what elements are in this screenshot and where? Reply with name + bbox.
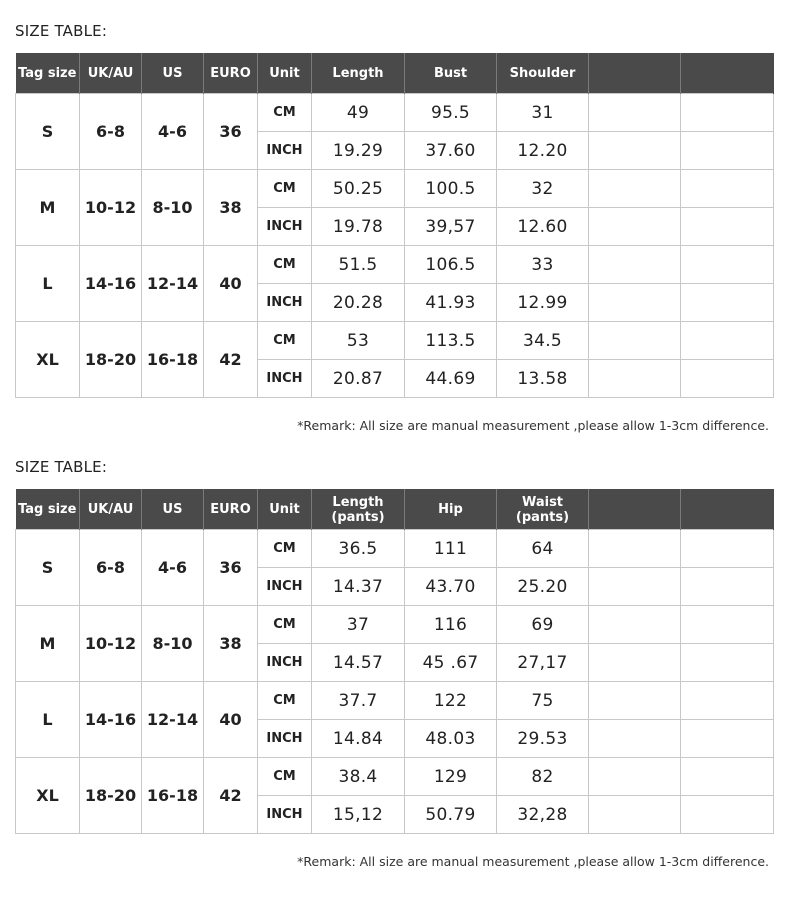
value-cell: 25.20: [497, 568, 589, 606]
empty-cell: [589, 322, 681, 360]
unit-cell: INCH: [258, 360, 312, 398]
empty-cell: [589, 644, 681, 682]
value-cell: 45 .67: [405, 644, 497, 682]
unit-cell: INCH: [258, 208, 312, 246]
col-header-unit: Unit: [258, 490, 312, 530]
empty-cell: [589, 758, 681, 796]
empty-cell: [681, 94, 774, 132]
tag-size-cell: M: [16, 170, 80, 246]
value-cell: 15,12: [312, 796, 405, 834]
empty-cell: [681, 132, 774, 170]
empty-cell: [681, 568, 774, 606]
euro-cell: 38: [204, 606, 258, 682]
value-cell: 64: [497, 530, 589, 568]
value-cell: 48.03: [405, 720, 497, 758]
value-cell: 116: [405, 606, 497, 644]
tag-size-cell: S: [16, 530, 80, 606]
value-cell: 19.29: [312, 132, 405, 170]
euro-cell: 36: [204, 94, 258, 170]
empty-cell: [589, 796, 681, 834]
empty-cell: [589, 246, 681, 284]
euro-cell: 40: [204, 246, 258, 322]
value-cell: 37.60: [405, 132, 497, 170]
empty-cell: [589, 606, 681, 644]
empty-cell: [681, 530, 774, 568]
uk-au-cell: 14-16: [80, 682, 142, 758]
col-header-length-pants: Length (pants): [312, 490, 405, 530]
value-cell: 27,17: [497, 644, 589, 682]
unit-cell: CM: [258, 170, 312, 208]
section-title: SIZE TABLE:: [15, 458, 108, 476]
value-cell: 50.25: [312, 170, 405, 208]
unit-cell: INCH: [258, 720, 312, 758]
empty-cell: [589, 170, 681, 208]
value-cell: 50.79: [405, 796, 497, 834]
value-cell: 31: [497, 94, 589, 132]
us-cell: 8-10: [142, 170, 204, 246]
table-row: [16, 246, 774, 284]
empty-cell: [589, 568, 681, 606]
empty-cell: [589, 530, 681, 568]
col-header-uk-au: UK/AU: [80, 490, 142, 530]
table-row: [16, 606, 774, 644]
value-cell: 111: [405, 530, 497, 568]
unit-cell: CM: [258, 682, 312, 720]
value-cell: 82: [497, 758, 589, 796]
tag-size-cell: L: [16, 682, 80, 758]
empty-cell: [681, 170, 774, 208]
us-cell: 12-14: [142, 682, 204, 758]
table-row: [16, 322, 774, 360]
value-cell: 38.4: [312, 758, 405, 796]
empty-cell: [589, 682, 681, 720]
col-header-shoulder: Shoulder: [497, 54, 589, 94]
empty-cell: [681, 758, 774, 796]
value-cell: 29.53: [497, 720, 589, 758]
value-cell: 12.20: [497, 132, 589, 170]
col-header-us: US: [142, 54, 204, 94]
remark-note: *Remark: All size are manual measurement ,please allow 1-3cm difference.: [297, 854, 769, 869]
empty-cell: [589, 208, 681, 246]
value-cell: 95.5: [405, 94, 497, 132]
value-cell: 69: [497, 606, 589, 644]
unit-cell: CM: [258, 94, 312, 132]
unit-cell: INCH: [258, 796, 312, 834]
value-cell: 53: [312, 322, 405, 360]
empty-cell: [681, 644, 774, 682]
size-table-top: [15, 53, 774, 398]
col-header-empty-2: [681, 54, 774, 94]
value-cell: 12.99: [497, 284, 589, 322]
unit-cell: CM: [258, 530, 312, 568]
uk-au-cell: 6-8: [80, 94, 142, 170]
table-row: [16, 170, 774, 208]
uk-au-cell: 6-8: [80, 530, 142, 606]
euro-cell: 36: [204, 530, 258, 606]
unit-cell: CM: [258, 758, 312, 796]
empty-cell: [589, 94, 681, 132]
unit-cell: INCH: [258, 132, 312, 170]
value-cell: 37.7: [312, 682, 405, 720]
col-header-empty-2: [681, 490, 774, 530]
empty-cell: [681, 246, 774, 284]
value-cell: 34.5: [497, 322, 589, 360]
col-header-empty-1: [589, 490, 681, 530]
value-cell: 122: [405, 682, 497, 720]
col-header-length: Length: [312, 54, 405, 94]
col-header-tag-size: Tag size: [16, 54, 80, 94]
value-cell: 44.69: [405, 360, 497, 398]
col-header-euro: EURO: [204, 490, 258, 530]
uk-au-cell: 18-20: [80, 758, 142, 834]
empty-cell: [681, 796, 774, 834]
value-cell: 51.5: [312, 246, 405, 284]
value-cell: 20.28: [312, 284, 405, 322]
uk-au-cell: 10-12: [80, 606, 142, 682]
euro-cell: 42: [204, 758, 258, 834]
size-table-bottom: [15, 489, 774, 834]
us-cell: 12-14: [142, 246, 204, 322]
col-header-unit: Unit: [258, 54, 312, 94]
empty-cell: [681, 606, 774, 644]
value-cell: 12.60: [497, 208, 589, 246]
value-cell: 100.5: [405, 170, 497, 208]
empty-cell: [589, 284, 681, 322]
empty-cell: [589, 720, 681, 758]
us-cell: 4-6: [142, 94, 204, 170]
header-row: [16, 54, 774, 94]
col-header-euro: EURO: [204, 54, 258, 94]
euro-cell: 40: [204, 682, 258, 758]
col-header-waist-pants: Waist (pants): [497, 490, 589, 530]
col-header-us: US: [142, 490, 204, 530]
unit-cell: CM: [258, 322, 312, 360]
remark-note: *Remark: All size are manual measurement ,please allow 1-3cm difference.: [297, 418, 769, 433]
tag-size-cell: XL: [16, 322, 80, 398]
unit-cell: CM: [258, 606, 312, 644]
tag-size-cell: XL: [16, 758, 80, 834]
unit-cell: INCH: [258, 644, 312, 682]
unit-cell: INCH: [258, 568, 312, 606]
uk-au-cell: 10-12: [80, 170, 142, 246]
us-cell: 16-18: [142, 758, 204, 834]
value-cell: 49: [312, 94, 405, 132]
us-cell: 4-6: [142, 530, 204, 606]
value-cell: 129: [405, 758, 497, 796]
section-title: SIZE TABLE:: [15, 22, 108, 40]
tag-size-cell: L: [16, 246, 80, 322]
euro-cell: 38: [204, 170, 258, 246]
value-cell: 41.93: [405, 284, 497, 322]
value-cell: 32: [497, 170, 589, 208]
col-header-bust: Bust: [405, 54, 497, 94]
value-cell: 43.70: [405, 568, 497, 606]
value-cell: 19.78: [312, 208, 405, 246]
value-cell: 106.5: [405, 246, 497, 284]
table-row: [16, 758, 774, 796]
value-cell: 14.37: [312, 568, 405, 606]
value-cell: 75: [497, 682, 589, 720]
table-body: [16, 530, 774, 834]
value-cell: 39,57: [405, 208, 497, 246]
table-row: [16, 530, 774, 568]
empty-cell: [681, 208, 774, 246]
empty-cell: [589, 132, 681, 170]
empty-cell: [681, 682, 774, 720]
euro-cell: 42: [204, 322, 258, 398]
table-row: [16, 94, 774, 132]
col-header-hip: Hip: [405, 490, 497, 530]
col-header-tag-size: Tag size: [16, 490, 80, 530]
header-row: [16, 490, 774, 530]
table-row: [16, 682, 774, 720]
value-cell: 32,28: [497, 796, 589, 834]
empty-cell: [589, 360, 681, 398]
unit-cell: INCH: [258, 284, 312, 322]
value-cell: 13.58: [497, 360, 589, 398]
us-cell: 16-18: [142, 322, 204, 398]
tag-size-cell: M: [16, 606, 80, 682]
empty-cell: [681, 284, 774, 322]
empty-cell: [681, 360, 774, 398]
col-header-empty-1: [589, 54, 681, 94]
us-cell: 8-10: [142, 606, 204, 682]
unit-cell: CM: [258, 246, 312, 284]
tag-size-cell: S: [16, 94, 80, 170]
value-cell: 14.84: [312, 720, 405, 758]
value-cell: 33: [497, 246, 589, 284]
empty-cell: [681, 720, 774, 758]
value-cell: 20.87: [312, 360, 405, 398]
uk-au-cell: 14-16: [80, 246, 142, 322]
value-cell: 36.5: [312, 530, 405, 568]
value-cell: 37: [312, 606, 405, 644]
value-cell: 14.57: [312, 644, 405, 682]
table-body: [16, 94, 774, 398]
col-header-uk-au: UK/AU: [80, 54, 142, 94]
uk-au-cell: 18-20: [80, 322, 142, 398]
value-cell: 113.5: [405, 322, 497, 360]
empty-cell: [681, 322, 774, 360]
